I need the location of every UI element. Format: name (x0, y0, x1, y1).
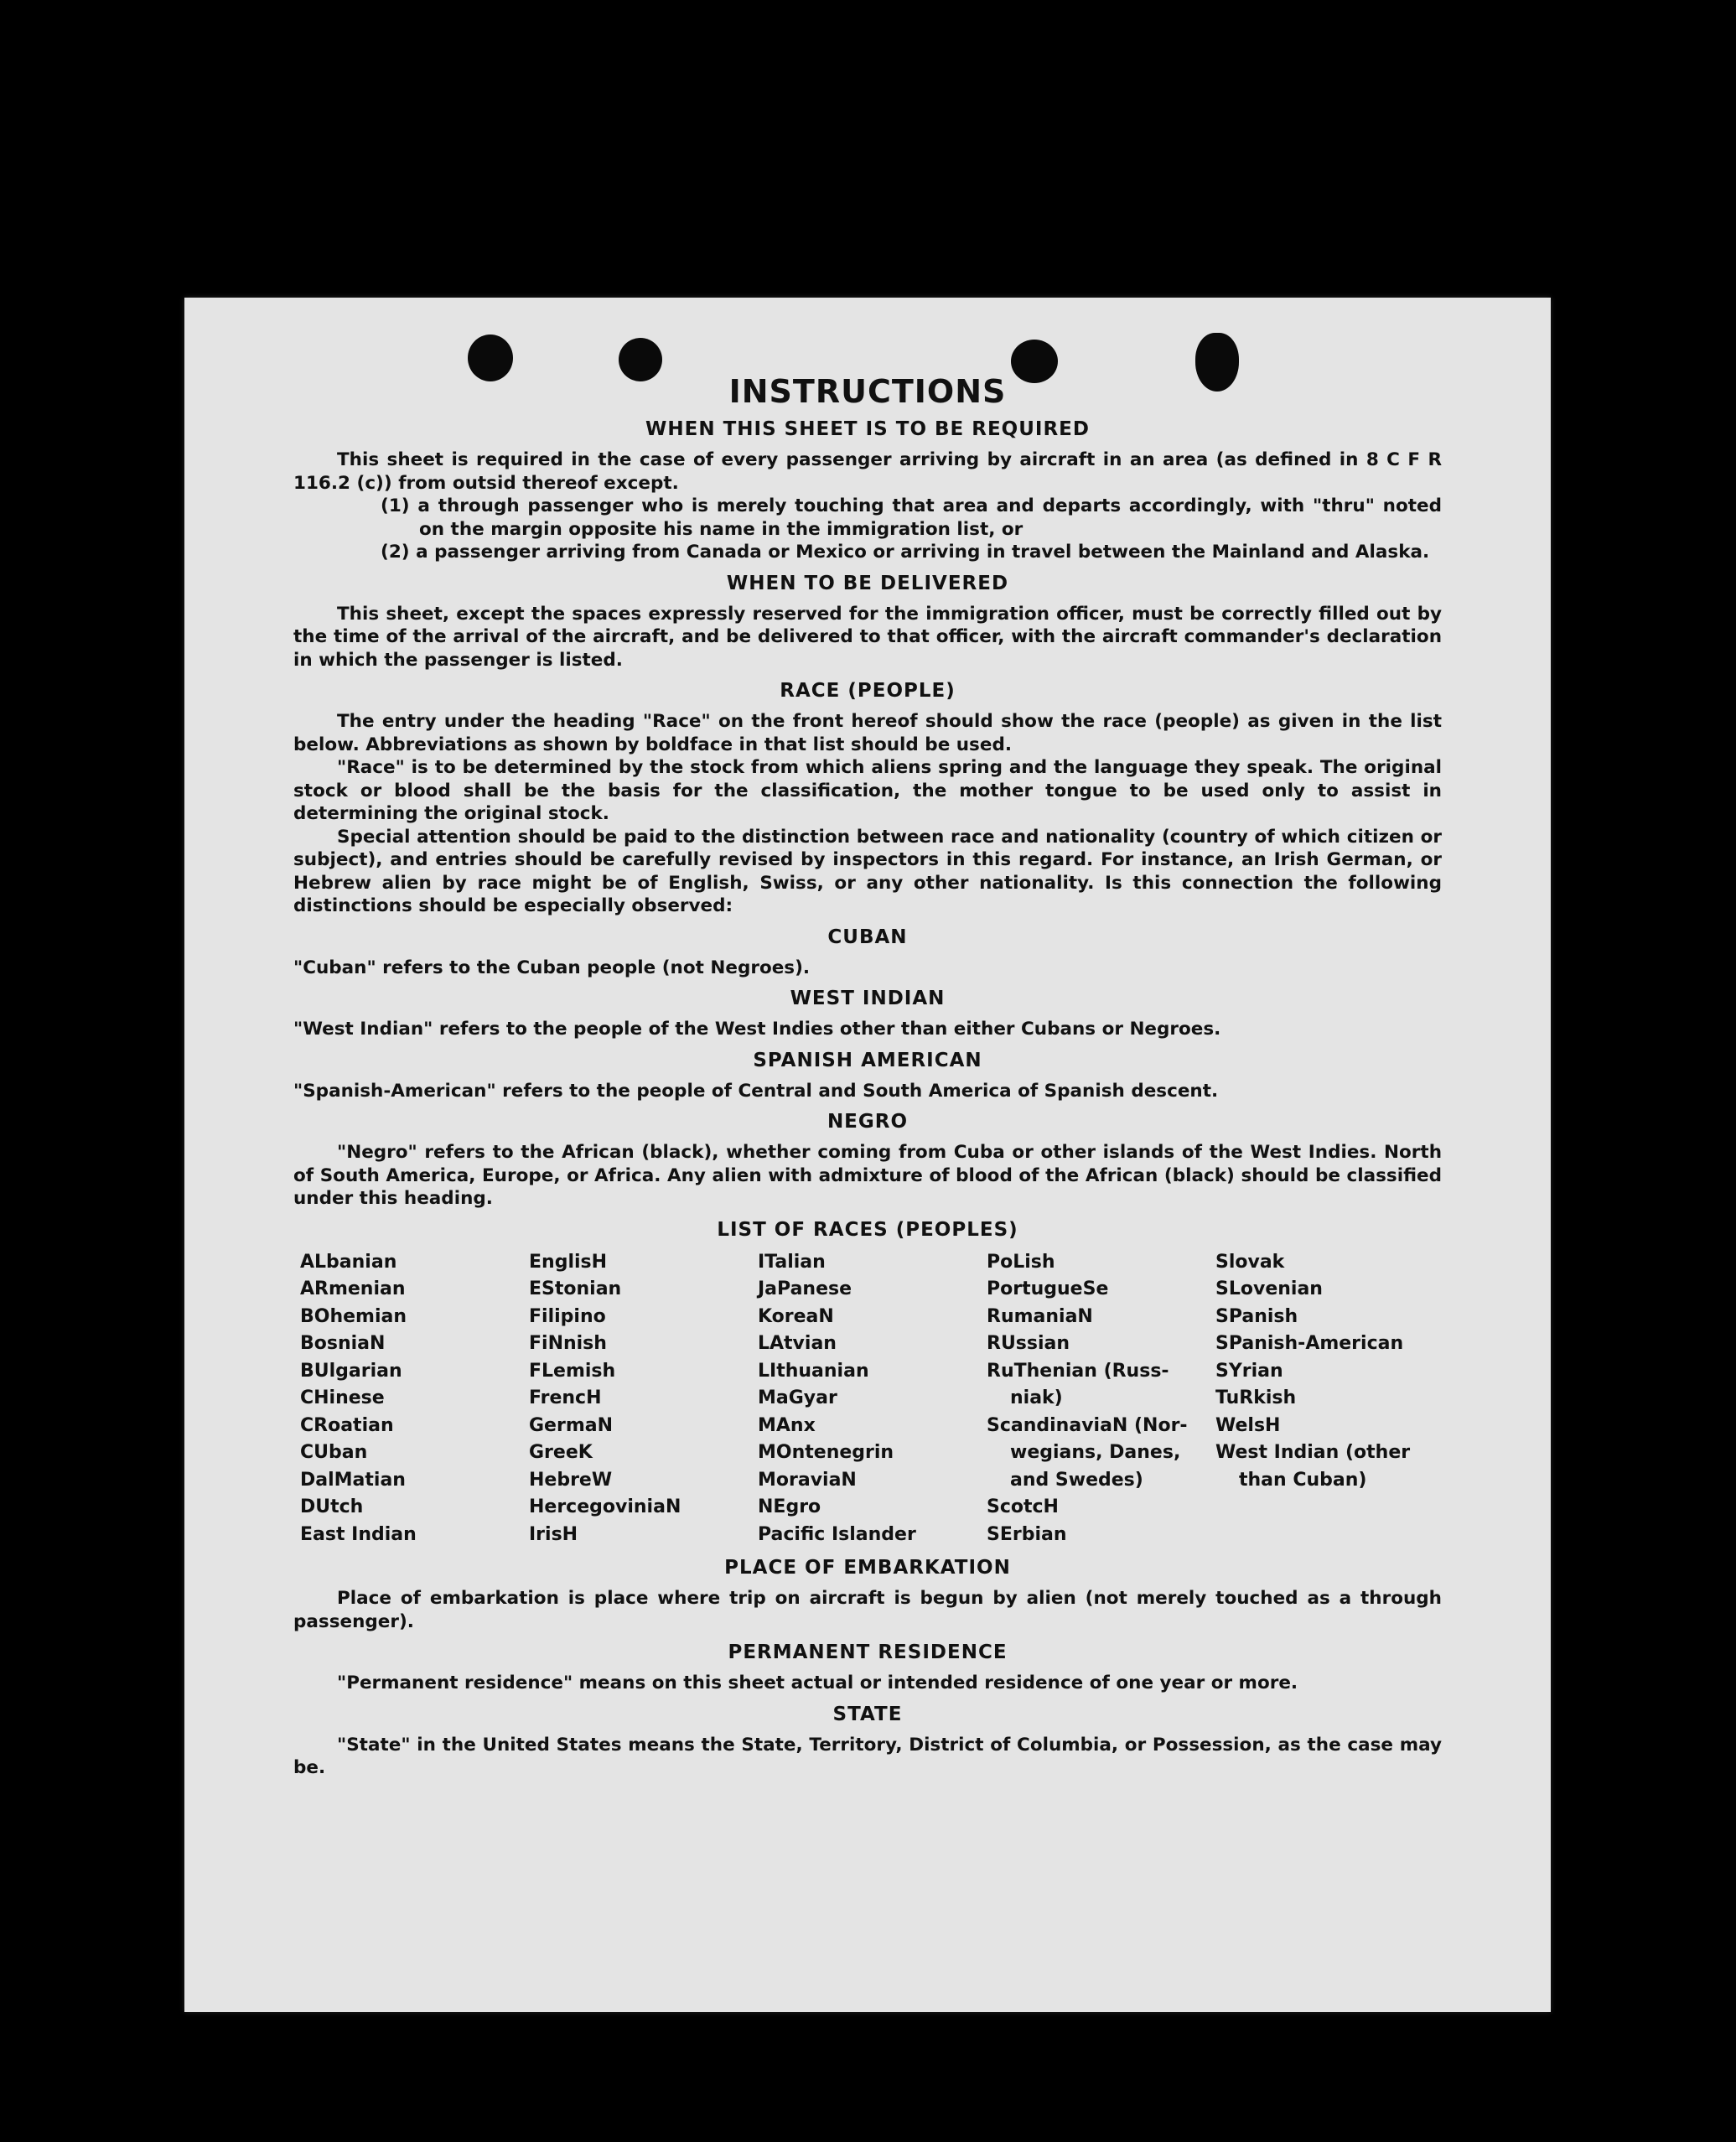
paragraph: "Cuban" refers to the Cuban people (not Negroes). (293, 957, 811, 978)
race-item: BosniaN (300, 1333, 386, 1354)
race-item: EStonian (529, 1278, 622, 1299)
paragraph: Special attention should be paid to the distinction between race and nationality (country of which citizen or subject), and entries should be carefully revised by inspectors in this regard. For instance, an Irish German, or Hebrew alien by race might be of English, Swiss, or any other nationality. Is this connection the following distinctions should be especially observed: (293, 826, 1442, 916)
race-item: HebreW (529, 1469, 613, 1491)
race-item: NEgro (758, 1496, 821, 1517)
race-item: SLovenian (1215, 1278, 1323, 1299)
race-item: Slovak (1215, 1251, 1285, 1273)
race-item: PortugueSe (987, 1278, 1109, 1299)
race-item: SYrian (1215, 1360, 1283, 1382)
paragraph: This sheet, except the spaces expressly reserved for the immigration officer, must be correctly filled out by the time of the arrival of the aircraft, and be delivered to that officer, with the aircraft commander's declaration in which the passenger is listed. (293, 603, 1442, 671)
heading-spanish-american: SPANISH AMERICAN (753, 1049, 982, 1071)
race-item: SPanish-American (1215, 1333, 1404, 1354)
page-title: INSTRUCTIONS (728, 373, 1007, 410)
paragraph: "Permanent residence" means on this sheet actual or intended residence of one year or more. (337, 1673, 1298, 1693)
race-item: BUlgarian (300, 1360, 402, 1382)
race-item: EnglisH (529, 1251, 608, 1273)
race-item: ScotcH (987, 1496, 1059, 1517)
paragraph: "West Indian" refers to the people of the West Indies other than either Cubans or Negroes. (293, 1019, 1221, 1040)
race-item: than Cuban) (1239, 1469, 1367, 1491)
paragraph: Place of embarkation is place where trip on aircraft is begun by alien (not merely touched as a through passenger). (293, 1588, 1442, 1632)
race-item: IrisH (529, 1523, 578, 1545)
race-item: BOhemian (300, 1305, 407, 1327)
paragraph: "State" in the United States means the State, Territory, District of Columbia, or Possession, as the case may be. (293, 1734, 1442, 1778)
race-item: KoreaN (758, 1305, 834, 1327)
document-page (184, 298, 1551, 2012)
race-item: ITalian (758, 1251, 826, 1273)
race-item: MOntenegrin (758, 1442, 894, 1463)
race-item: GermaN (529, 1414, 614, 1436)
race-item: Filipino (529, 1305, 606, 1327)
race-item: SErbian (987, 1523, 1067, 1545)
race-item: CRoatian (300, 1414, 394, 1436)
heading-state: STATE (832, 1703, 903, 1725)
heading-place-of-embarkation: PLACE OF EMBARKATION (724, 1557, 1011, 1579)
race-item: RUssian (987, 1333, 1070, 1354)
race-item: RumaniaN (987, 1305, 1093, 1327)
race-item: PoLish (987, 1251, 1055, 1273)
race-item: MoraviaN (758, 1469, 857, 1491)
race-item: niak) (1010, 1387, 1063, 1408)
race-item: DUtch (300, 1496, 364, 1517)
races-list (300, 1249, 1442, 1549)
heading-west-indian: WEST INDIAN (790, 988, 946, 1009)
paragraph: "Spanish-American" refers to the people of Central and South America of Spanish descent. (293, 1080, 1219, 1102)
race-item: GreeK (529, 1442, 593, 1463)
race-item: DalMatian (300, 1469, 406, 1491)
paragraph: The entry under the heading "Race" on the front hereof should show the race (people) as given in the list below. Abbreviations as shown by boldface in that list should be used. (293, 711, 1442, 755)
race-item: ARmenian (300, 1278, 406, 1299)
race-item: WelsH (1215, 1414, 1281, 1436)
race-item: ScandinaviaN (Nor- (987, 1414, 1188, 1436)
race-item: CHinese (300, 1387, 385, 1408)
heading-race: RACE (PEOPLE) (780, 680, 956, 702)
race-item: JaPanese (758, 1278, 852, 1299)
races-column (758, 1249, 984, 1549)
race-item: Pacific Islander (758, 1523, 916, 1545)
race-item: HercegoviniaN (529, 1496, 681, 1517)
races-column (300, 1249, 526, 1549)
race-item: East Indian (300, 1523, 417, 1545)
race-item: MAnx (758, 1414, 816, 1436)
race-item: FLemish (529, 1360, 616, 1382)
race-item: FrencH (529, 1387, 602, 1408)
paragraph: "Negro" refers to the African (black), whether coming from Cuba or other islands of the West Indies. North of South America, Europe, or Africa. Any alien with admixture of blood of the African (black) should be classified under this heading. (293, 1142, 1442, 1209)
races-column (1215, 1249, 1442, 1549)
paragraph: This sheet is required in the case of every passenger arriving by aircraft in an area (as defined in 8 C F R 116.2 (c)) from outsid thereof except. (293, 449, 1442, 494)
race-item: MaGyar (758, 1387, 837, 1408)
races-column (987, 1249, 1213, 1549)
heading-when-required: WHEN THIS SHEET IS TO BE REQUIRED (645, 418, 1090, 440)
race-item: and Swedes) (1010, 1469, 1143, 1491)
race-item: CUban (300, 1442, 368, 1463)
race-item: TuRkish (1215, 1387, 1297, 1408)
paragraph: "Race" is to be determined by the stock from which aliens spring and the language they speak. The original stock or blood shall be the basis for the classification, the mother tongue to be used only to assist in determining the original stock. (293, 757, 1442, 824)
exception-item: (1) a through passenger who is merely touching that area and departs accordingly, with "thru" noted on the margin opposite his name in the immigration list, or (381, 495, 1442, 540)
race-item: ALbanian (300, 1251, 397, 1273)
heading-permanent-residence: PERMANENT RESIDENCE (728, 1642, 1008, 1663)
race-item: RuThenian (Russ- (987, 1360, 1169, 1382)
heading-cuban: CUBAN (827, 926, 908, 948)
heading-when-delivered: WHEN TO BE DELIVERED (726, 572, 1009, 594)
heading-list-of-races: LIST OF RACES (PEOPLES) (717, 1218, 1018, 1241)
race-item: LAtvian (758, 1333, 837, 1354)
race-item: SPanish (1215, 1305, 1298, 1327)
exception-item: (2) a passenger arriving from Canada or Mexico or arriving in travel between the Mainland and Alaska. (381, 542, 1430, 563)
races-column (529, 1249, 755, 1549)
race-item: FiNnish (529, 1333, 607, 1354)
race-item: LIthuanian (758, 1360, 869, 1382)
instructions-content (293, 373, 1442, 1780)
race-item: West Indian (other (1215, 1442, 1411, 1463)
race-item: wegians, Danes, (1010, 1442, 1181, 1463)
heading-negro: NEGRO (827, 1111, 909, 1133)
